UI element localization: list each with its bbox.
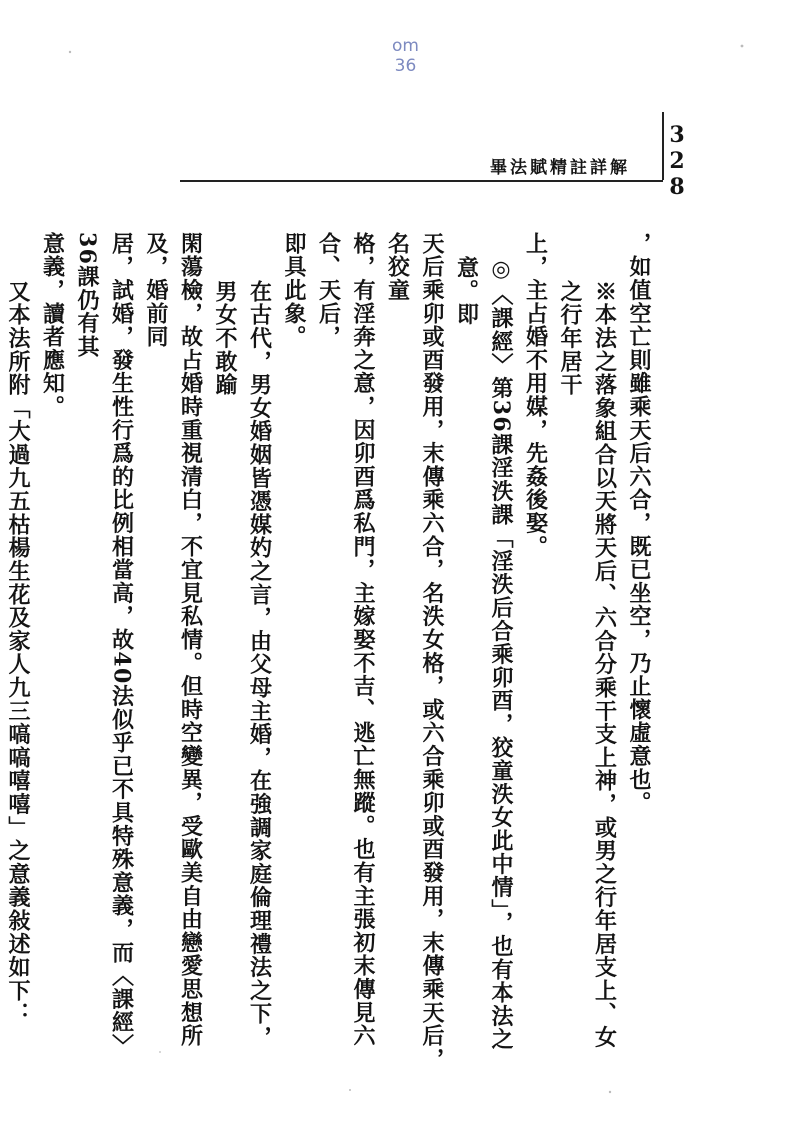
text-line: ◎〈課經〉第36課淫泆課「淫泆后合乘卯酉，狡童泆女此中情」，也有本法之意。即 — [453, 256, 514, 1052]
speck — [69, 51, 71, 53]
speck — [741, 45, 744, 48]
page-number: 328 — [664, 122, 690, 200]
text-line: 閑蕩檢，故占婚時重視清白，不宜見私情。但時空變異，受歐美自由戀愛思想所及，婚前同 — [143, 232, 204, 1048]
note-line: ※本法之落象組合以天將天后、六合分乘干支上神，或男之行年居支上、女之行年居干 — [557, 280, 618, 1049]
text-line: ，如值空亡則雖乘天后六合，既已坐空，乃止懷虛意也。 — [626, 232, 652, 815]
text-line: 在古代，男女婚姻皆憑媒妁之言，由父母主婚，在強調家庭倫理禮法之下，男女不敢踰 — [212, 280, 273, 1049]
text-line: 又本法所附「大過九五枯楊生花及家人九三嗃嗃嘻嘻」之意義敍述如下： — [5, 280, 31, 1026]
header-divider-vertical — [662, 112, 664, 180]
header-divider-horizontal — [180, 180, 663, 182]
text-line: 居，試婚，發生性行爲的比例相當高，故40法似乎已不具特殊意義，而〈課經〉36課仍有其 — [74, 232, 135, 1058]
watermark-line-2: 36 — [394, 56, 417, 76]
speck — [349, 1089, 351, 1091]
text-line: 格，有淫奔之意，因卯酉爲私門，主嫁娶不吉、逃亡無蹤。也有主張初末傳見六合、天后， — [315, 232, 376, 1048]
running-title: 畢法賦精註詳解 — [490, 158, 630, 178]
text-line: 上，主占婚不用媒，先姦後娶。 — [522, 232, 549, 559]
speck — [609, 1091, 611, 1093]
text-line: 天后乘卯或酉發用，末傳乘六合，名泆女格，或六合乘卯或酉發用，末傳乘天后，名狡童 — [384, 232, 445, 1071]
body-text — [5, 232, 656, 1072]
watermark-line-1: om — [392, 36, 419, 56]
watermark — [392, 36, 419, 76]
text-line: 即具此象。 — [281, 232, 307, 349]
text-line: 意義，讀者應知。 — [39, 232, 66, 419]
